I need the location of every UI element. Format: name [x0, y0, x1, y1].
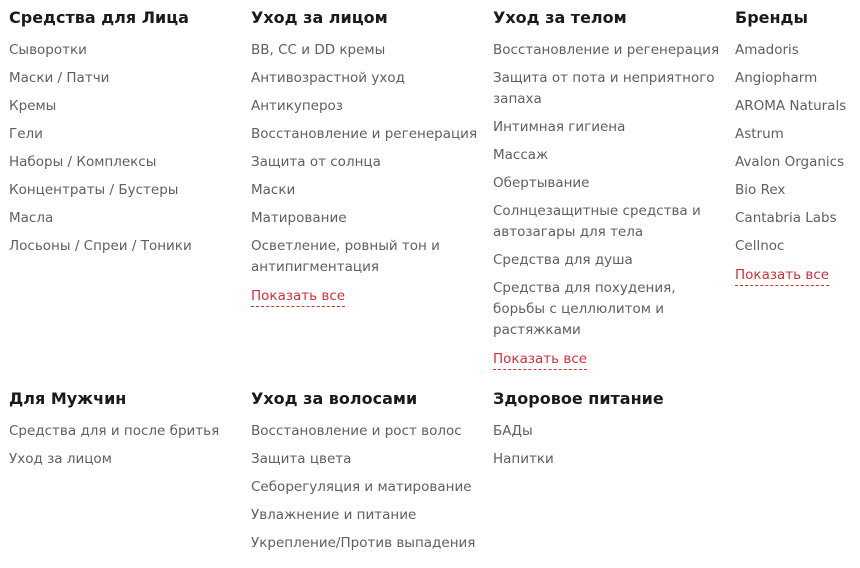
category-link[interactable]: Осветление, ровный тон и антипигментация	[251, 238, 440, 275]
category-link[interactable]: Интимная гигиена	[493, 119, 626, 135]
category-link[interactable]: Кремы	[9, 98, 57, 114]
category-link[interactable]: Концентраты / Бустеры	[9, 182, 179, 198]
category-link[interactable]: Солнцезащитные средства и автозагары для тела	[493, 203, 701, 240]
category-column-body-care	[493, 8, 721, 370]
show-all-link[interactable]: Показать все	[735, 266, 829, 286]
brand-link[interactable]: Angiopharm	[735, 70, 818, 86]
brand-link[interactable]: Amadoris	[735, 42, 799, 58]
category-link[interactable]: Средства для похудения, борьбы с целлюлитом и растяжками	[493, 280, 676, 338]
category-link[interactable]: Восстановление и рост волос	[251, 423, 462, 439]
brand-link[interactable]: Bio Rex	[735, 182, 786, 198]
brand-link[interactable]: Cantabria Labs	[735, 210, 837, 226]
category-column-healthy-food	[493, 389, 729, 477]
category-link[interactable]: Гели	[9, 126, 43, 142]
category-link[interactable]: BB, CC и DD кремы	[251, 42, 386, 58]
category-heading[interactable]: Уход за волосами	[251, 389, 418, 408]
category-link[interactable]: Масла	[9, 210, 54, 226]
category-link[interactable]: Уход за лицом	[9, 451, 112, 467]
category-link-list	[9, 421, 245, 470]
category-link[interactable]: Средства для и после бритья	[9, 423, 220, 439]
category-column-hair-care	[251, 389, 487, 561]
category-link[interactable]: Напитки	[493, 451, 554, 467]
brand-link[interactable]: Astrum	[735, 126, 784, 142]
show-all-link[interactable]: Показать все	[251, 287, 345, 307]
category-column-face-products	[9, 8, 245, 264]
category-link[interactable]: Маски / Патчи	[9, 70, 110, 86]
category-link[interactable]: Маски	[251, 182, 296, 198]
brand-link[interactable]: Cellnoc	[735, 238, 785, 254]
category-link[interactable]: Себорегуляция и матирование	[251, 479, 472, 495]
category-link-list	[9, 40, 245, 257]
category-link[interactable]: Сыворотки	[9, 42, 87, 58]
brand-link[interactable]: Avalon Organics	[735, 154, 845, 170]
category-link[interactable]: Защита цвета	[251, 451, 352, 467]
category-heading[interactable]: Здоровое питание	[493, 389, 664, 408]
category-link[interactable]: Массаж	[493, 147, 549, 163]
category-link[interactable]: Защита от пота и неприятного запаха	[493, 70, 715, 107]
show-all-link[interactable]: Показать все	[493, 350, 587, 370]
category-heading[interactable]: Уход за телом	[493, 8, 627, 27]
category-link-list	[251, 40, 487, 278]
category-heading[interactable]: Уход за лицом	[251, 8, 388, 27]
category-link[interactable]: Наборы / Комплексы	[9, 154, 157, 170]
category-link[interactable]: Восстановление и регенерация	[251, 126, 478, 142]
category-link-list	[493, 421, 729, 470]
category-link[interactable]: Укрепление/Против выпадения	[251, 535, 476, 551]
category-column-brands	[735, 8, 855, 286]
category-column-men	[9, 389, 245, 477]
category-link-list	[493, 40, 721, 341]
category-heading[interactable]: Бренды	[735, 8, 808, 27]
category-link[interactable]: Средства для душа	[493, 252, 633, 268]
category-heading[interactable]: Для Мужчин	[9, 389, 127, 408]
category-link[interactable]: Антикупероз	[251, 98, 343, 114]
category-link[interactable]: Лосьоны / Спреи / Тоники	[9, 238, 192, 254]
category-link-list	[251, 421, 487, 554]
category-heading[interactable]: Средства для Лица	[9, 8, 189, 27]
category-link-list	[735, 40, 855, 257]
category-link[interactable]: Матирование	[251, 210, 347, 226]
brand-link[interactable]: AROMA Naturals	[735, 98, 847, 114]
category-link[interactable]: Антивозрастной уход	[251, 70, 405, 86]
category-link[interactable]: Увлажнение и питание	[251, 507, 417, 523]
category-link[interactable]: Обертывание	[493, 175, 590, 191]
category-column-face-care	[251, 8, 487, 307]
category-link[interactable]: БАДы	[493, 423, 533, 439]
category-link[interactable]: Восстановление и регенерация	[493, 42, 720, 58]
category-link[interactable]: Защита от солнца	[251, 154, 381, 170]
